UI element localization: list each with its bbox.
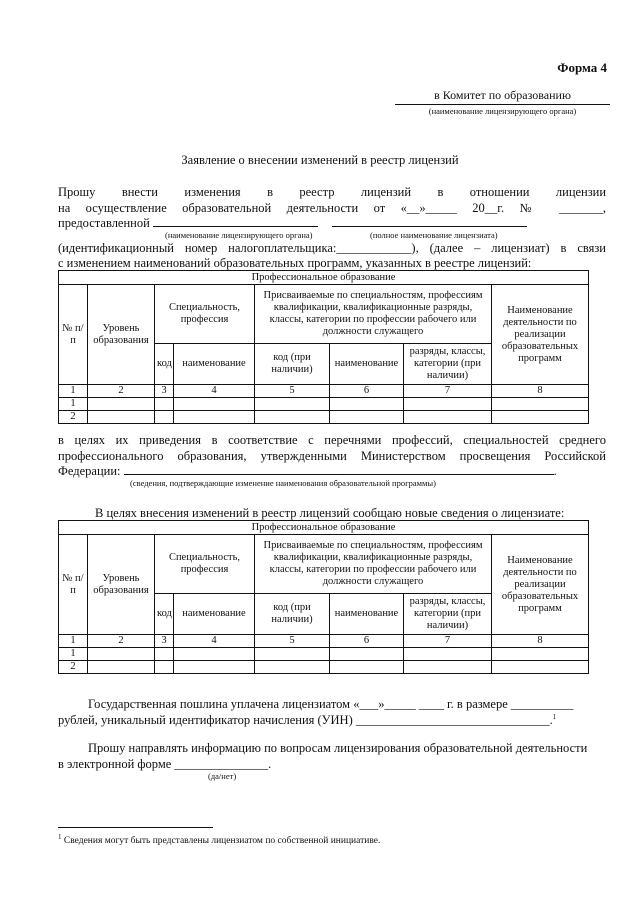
table-row: 2 <box>59 411 589 424</box>
sub-ranks: разряды, классы, категории (при наличии) <box>404 344 492 385</box>
caption-program-change: (сведения, подтверждающие изменение наименования образовательной программы) <box>130 478 436 488</box>
col-level-header: Уровень образования <box>88 285 155 385</box>
sub-code-optional: код (при наличии) <box>255 344 330 385</box>
col-index: 1 <box>59 635 88 648</box>
col-program-header: Наименование деятельности по реализации образовательных программ <box>492 535 589 635</box>
col-level-header: Уровень образования <box>88 535 155 635</box>
fee-line-1: Государственная пошлина уплачена лицензиатом «___»_____ ____ г. в размере __________ <box>88 697 574 711</box>
col-specialty-header: Специальность, профессия <box>155 535 255 594</box>
col-index: 6 <box>330 385 404 398</box>
col-number-header: № п/п <box>59 535 88 635</box>
intro-line-5: с изменением наименований образовательных программ, указанных в реестре лицензий: <box>58 256 532 270</box>
electronic-line-2: в электронной форме _______________. <box>58 757 272 771</box>
sub-ranks: разряды, классы, категории (при наличии) <box>404 594 492 635</box>
col-index: 4 <box>174 385 255 398</box>
col-index: 6 <box>330 635 404 648</box>
fee-line-2: рублей, уникальный идентификатор начисления (УИН) _______________________________.$^1$ <box>58 713 557 728</box>
col-index: 2 <box>88 635 155 648</box>
caption-licensing-body: (наименование лицензирующего органа) <box>165 230 313 240</box>
col-index: 3 <box>155 385 174 398</box>
table-row: 1 <box>59 648 589 661</box>
col-index: 8 <box>492 385 589 398</box>
caption-licensee-name: (полное наименование лицензиата) <box>370 230 498 240</box>
electronic-line-1: Прошу направлять информацию по вопросам лицензирования образовательной деятельности <box>88 741 588 755</box>
intro-line-1: Прошу внести изменения в реестр лицензий в отношении лицензии <box>58 185 607 199</box>
purpose-line-2: профессионального образования, утвержденными Министерством просвещения Российской <box>58 449 606 463</box>
sub-name-2: наименование <box>330 594 404 635</box>
addressee: в Комитет по образованию <box>395 88 610 105</box>
programs-table-old <box>58 270 589 424</box>
footnote-divider <box>58 827 213 828</box>
document-title: Заявление о внесении изменений в реестр лицензий <box>181 153 459 167</box>
group-header: Профессиональное образование <box>59 521 589 535</box>
table-row: 2 <box>59 661 589 674</box>
col-index: 7 <box>404 635 492 648</box>
sub-name: наименование <box>174 344 255 385</box>
sub-code-optional: код (при наличии) <box>255 594 330 635</box>
col-program-header: Наименование деятельности по реализации образовательных программ <box>492 285 589 385</box>
col-index: 4 <box>174 635 255 648</box>
col-index: 5 <box>255 635 330 648</box>
caption-yes-no: (да/нет) <box>208 771 237 781</box>
form-number: Форма 4 <box>557 60 607 75</box>
sub-code: код <box>155 594 174 635</box>
footnote-ref: 1 <box>552 713 557 721</box>
new-info-heading: В целях внесения изменений в реестр лицензий сообщаю новые сведения о лицензиате: <box>95 506 565 520</box>
table-row: 1 <box>59 398 589 411</box>
col-index: 7 <box>404 385 492 398</box>
col-index: 2 <box>88 385 155 398</box>
footnote-text: Сведения могут быть представлены лицензиатом по собственной инициативе. <box>63 836 381 847</box>
col-index: 1 <box>59 385 88 398</box>
intro-line-2: на осуществление образовательной деятельности от «__»_____ 20__г. № _______, <box>58 201 606 215</box>
addressee-caption: (наименование лицензирующего органа) <box>428 106 577 116</box>
footnote-mark: 1 <box>58 833 62 841</box>
programs-table-new <box>58 520 589 674</box>
col-specialty-header: Специальность, профессия <box>155 285 255 344</box>
purpose-line-3: Федерации: . <box>58 464 557 478</box>
intro-line-3: предоставленной <box>58 216 606 231</box>
sub-name-2: наименование <box>330 344 404 385</box>
col-index: 8 <box>492 635 589 648</box>
footnote <box>58 833 380 846</box>
sub-code: код <box>155 344 174 385</box>
group-header: Профессиональное образование <box>59 271 589 285</box>
col-number-header: № п/п <box>59 285 88 385</box>
purpose-line-1: в целях их приведения в соответствие с перечнями профессий, специальностей среднего <box>58 433 606 447</box>
col-qualification-header: Присваиваемые по специальностям, профессиям квалификации, квалификационные разряды, классы, категории по профессии рабочего или должности служащего <box>255 535 492 594</box>
col-qualification-header: Присваиваемые по специальностям, профессиям квалификации, квалификационные разряды, классы, категории по профессии рабочего или должности служащего <box>255 285 492 344</box>
col-index: 5 <box>255 385 330 398</box>
intro-line-4: (идентификационный номер налогоплательщика:____________), (далее – лицензиат) в связи <box>58 241 606 255</box>
col-index: 3 <box>155 635 174 648</box>
sub-name: наименование <box>174 594 255 635</box>
